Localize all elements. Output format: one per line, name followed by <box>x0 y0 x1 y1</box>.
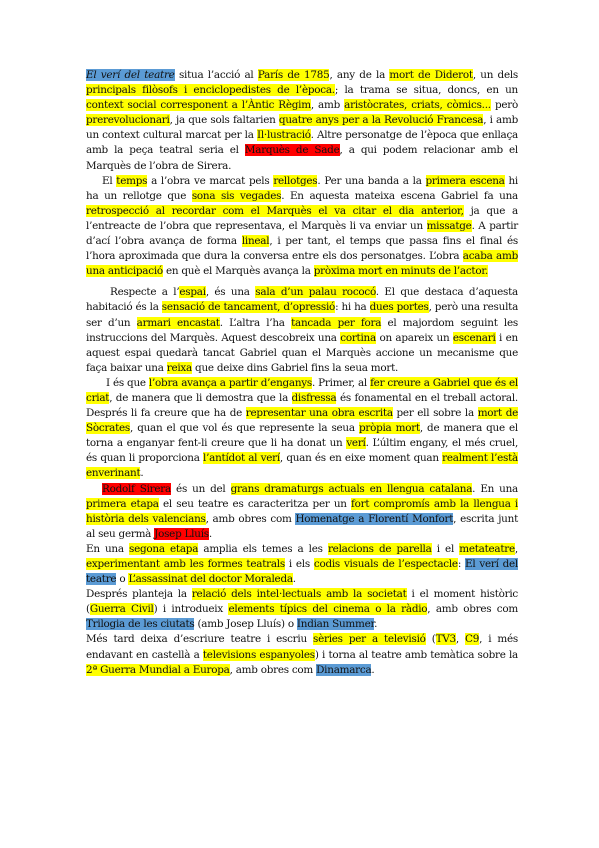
text-run: . Primer, al <box>312 376 371 389</box>
highlighted-text: elements típics del cinema o la ràdio <box>228 603 428 616</box>
text-run: amplia els temes a les <box>198 542 328 555</box>
text-run: , any de la <box>329 69 390 81</box>
text-run: En una <box>86 542 130 555</box>
text-run: . <box>292 573 296 586</box>
document-body <box>86 68 518 678</box>
highlighted-text: El verí del teatre <box>86 69 175 81</box>
text-run: , amb obres com <box>205 512 296 525</box>
highlighted-text: TV3 <box>435 633 456 646</box>
highlighted-text: escenari <box>452 331 496 344</box>
text-run: Més tard deixa d’escriure teatre i escriu <box>86 633 313 646</box>
text-run: ) i torna al teatre amb temàtica sobre la <box>314 648 518 661</box>
text-run: , <box>514 542 518 555</box>
text-run: el seu teatre es caracteritza per un <box>158 497 351 510</box>
highlighted-text: aristòcrates, criats, còmics... <box>344 99 491 112</box>
highlighted-text: sona sis vegades <box>191 189 282 202</box>
paragraph <box>86 587 518 632</box>
highlighted-text: quatre anys per a la Revolució Francesa <box>278 114 484 127</box>
highlighted-text: dues portes <box>369 301 429 314</box>
paragraph <box>86 482 518 542</box>
text-run: , però una resulta ser d’un <box>86 301 519 329</box>
highlighted-text: temps <box>116 174 148 187</box>
highlighted-text: sensació de tancament, d’opressió <box>161 301 336 314</box>
highlighted-text: Marquès de Sade <box>244 144 340 157</box>
highlighted-text: relacions de parella <box>327 542 432 555</box>
highlighted-text: context social corresponent a l’Àntic Règim <box>86 99 311 112</box>
text-run: , de manera que el torna a enganyar fent-li creure que li ha donat un <box>86 422 518 450</box>
text-run: , amb obres com <box>229 663 317 676</box>
text-run: . Altre personatge de l’època que enllaça amb la peça teatral seria el <box>86 129 518 157</box>
text-run: . El que destaca d’aquesta habitació és la <box>86 286 519 314</box>
text-run: . <box>374 618 378 631</box>
paragraph <box>86 632 518 677</box>
text-run: . En aquesta mateixa escena Gabriel fa una <box>281 189 518 202</box>
text-run: . <box>208 527 212 540</box>
text-run: I és que <box>106 376 149 389</box>
highlighted-text: sala d’un palau rococó <box>255 286 376 299</box>
text-run: . En una <box>472 482 519 495</box>
highlighted-text: El verí del teatre <box>86 558 518 586</box>
highlighted-text: televisions espanyoles <box>202 648 315 661</box>
highlighted-text: lineal <box>241 235 270 248</box>
highlighted-text: retrospecció al recordar com el Marquès el va citar el dia anterior, <box>86 204 464 217</box>
highlighted-text: Indian Summer <box>296 618 375 631</box>
highlighted-text: 2ª Guerra Mundial a Europa <box>86 663 230 676</box>
highlighted-text: mort de Diderot <box>389 69 473 81</box>
text-run: , a qui podem relacionar amb el Marquès de l’obra de Sirera. <box>86 144 518 172</box>
highlighted-text: missatge <box>426 219 472 232</box>
text-run: , de manera que li demostra que la <box>109 391 292 404</box>
highlighted-text: realment l’està enverinant <box>86 452 519 480</box>
text-run: ) i introdueix <box>153 603 229 616</box>
paragraph <box>86 376 518 482</box>
highlighted-text: sèries per a televisió <box>313 633 426 646</box>
text-run: , és una <box>205 286 256 299</box>
paragraph <box>86 68 518 174</box>
paragraph <box>86 285 518 376</box>
text-run: i el <box>431 542 460 555</box>
text-run: és fonamental en el treball actoral. Després li fa creure que ha de <box>86 391 518 420</box>
highlighted-text: Guerra Civil <box>89 603 154 616</box>
highlighted-text: metateatre <box>459 542 515 555</box>
highlighted-text: tancada per fora <box>291 316 382 329</box>
text-run: El <box>102 174 117 187</box>
text-run: , amb obres com <box>427 603 518 616</box>
text-run: ; la trama se situa, doncs, en un <box>334 84 519 97</box>
highlighted-text: l’obra avança a partir d’enganys <box>148 376 313 389</box>
highlighted-text: espai <box>179 286 206 299</box>
highlighted-text: pròxima mort en minuts de l’actor. <box>313 265 488 278</box>
text-run: ( <box>425 633 436 646</box>
highlighted-text: Rodolf Sirera <box>102 482 171 495</box>
highlighted-text: mort de Sòcrates <box>86 407 519 435</box>
text-run: , un dels <box>472 69 519 81</box>
text-run: , amb <box>310 99 345 112</box>
text-run: , quan el que vol és que represente la seua <box>130 422 359 435</box>
highlighted-text: disfressa <box>291 391 337 404</box>
text-run: (amb Josep Lluís) o <box>194 618 297 631</box>
highlighted-text: representar una obra escrita <box>245 407 393 420</box>
paragraph <box>86 542 518 587</box>
highlighted-text: Josep Lluís <box>154 527 209 540</box>
highlighted-text: armari encastat <box>136 316 220 329</box>
text-run: . <box>371 663 375 676</box>
highlighted-text: codis visuals de l’espectacle <box>313 558 458 570</box>
text-run: i el moment històric ( <box>86 588 518 616</box>
highlighted-text: cortina <box>340 331 376 344</box>
highlighted-text: fer creure a Gabriel que és el criat <box>86 376 518 404</box>
text-run: a l’obra ve marcat pels <box>147 174 274 187</box>
highlighted-text: segona etapa <box>129 542 199 555</box>
text-run: , quan és en eixe moment quan <box>279 452 443 465</box>
text-run: , escrita junt al seu germà <box>86 512 518 540</box>
text-run: , <box>455 633 466 646</box>
text-run: o <box>116 573 129 586</box>
highlighted-text: primera etapa <box>86 497 159 510</box>
highlighted-text: experimentant amb les formes teatrals <box>86 558 285 570</box>
text-run: . A partir d’ací l’obra avança de forma <box>86 219 518 248</box>
highlighted-text: primera escena <box>425 174 505 187</box>
text-run: i en aquest espai quedarà tancat Gabriel quan el Marquès accione un mecanisme que faça baixar una <box>86 331 518 374</box>
text-run: , ja que sols faltarien <box>169 114 279 127</box>
highlighted-text: Homenatge a Florentí Monfort <box>295 512 454 525</box>
highlighted-text: reixa <box>166 361 192 374</box>
text-run: hi ha un rellotge que <box>86 174 519 202</box>
text-run: que deixe dins Gabriel fins la seua mort. <box>191 361 399 374</box>
highlighted-text: C9 <box>465 633 480 646</box>
text-run: , i per tant, el temps que passa fins el final és l’hora aproximada que dura la conversa entre els dos personatges. L’obra <box>86 235 518 263</box>
highlighted-text: l’antídot al verí <box>203 452 280 465</box>
text-run: . L’altra l’ha <box>219 316 292 329</box>
text-run: situa l’acció al <box>174 69 258 81</box>
text-run: . Per una banda a la <box>317 174 426 187</box>
text-run: : hi ha <box>335 301 370 314</box>
highlighted-text: Trilogia de les ciutats <box>86 618 195 631</box>
text-run: , i amb un context cultural marcat per la <box>86 114 519 142</box>
paragraph <box>86 174 518 280</box>
text-run: per ell sobre la <box>392 407 478 420</box>
highlighted-text: L’assassinat del doctor Moraleda <box>128 573 293 586</box>
highlighted-text: pròpia mort <box>358 422 420 435</box>
text-run: és un del <box>170 482 231 495</box>
highlighted-text: verí <box>346 437 366 450</box>
text-run: . <box>140 467 144 480</box>
highlighted-text: fort compromís amb la llengua i història dels valencians <box>86 497 518 525</box>
highlighted-text: acaba amb una anticipació <box>86 250 518 278</box>
text-run: : <box>457 558 466 570</box>
highlighted-text: principals filòsofs i enciclopedistes de l’època. <box>86 84 335 97</box>
text-run: , i més endavant en castellà a <box>86 633 518 661</box>
highlighted-text: relació dels intel·lectuals amb la societat <box>191 588 407 601</box>
highlighted-text: prerevolucionari <box>86 114 170 127</box>
highlighted-text: París de 1785 <box>257 69 330 81</box>
highlighted-text: grans dramaturgs actuals en llengua catalana <box>230 482 473 495</box>
highlighted-text: rellotges <box>273 174 318 187</box>
text-run: . L’últim engany, el més cruel, és quan li proporciona <box>86 437 518 465</box>
text-run: on apareix un <box>375 331 453 344</box>
text-run: ja que a l’entreacte de l’obra que representava, el Marquès li va enviar un <box>86 204 518 232</box>
highlighted-text: Il·lustració <box>256 129 311 142</box>
text-run: en què el Marquès avança la <box>162 265 314 278</box>
text-run: però <box>490 99 518 112</box>
text-run: Respecte a l’ <box>110 286 180 299</box>
text-run: Després planteja la <box>86 588 192 601</box>
highlighted-text: Dinamarca <box>316 663 372 676</box>
text-run: i els <box>284 558 314 570</box>
text-run: el majordom seguint les instruccions del Marquès. Aquest descobreix una <box>86 316 518 344</box>
